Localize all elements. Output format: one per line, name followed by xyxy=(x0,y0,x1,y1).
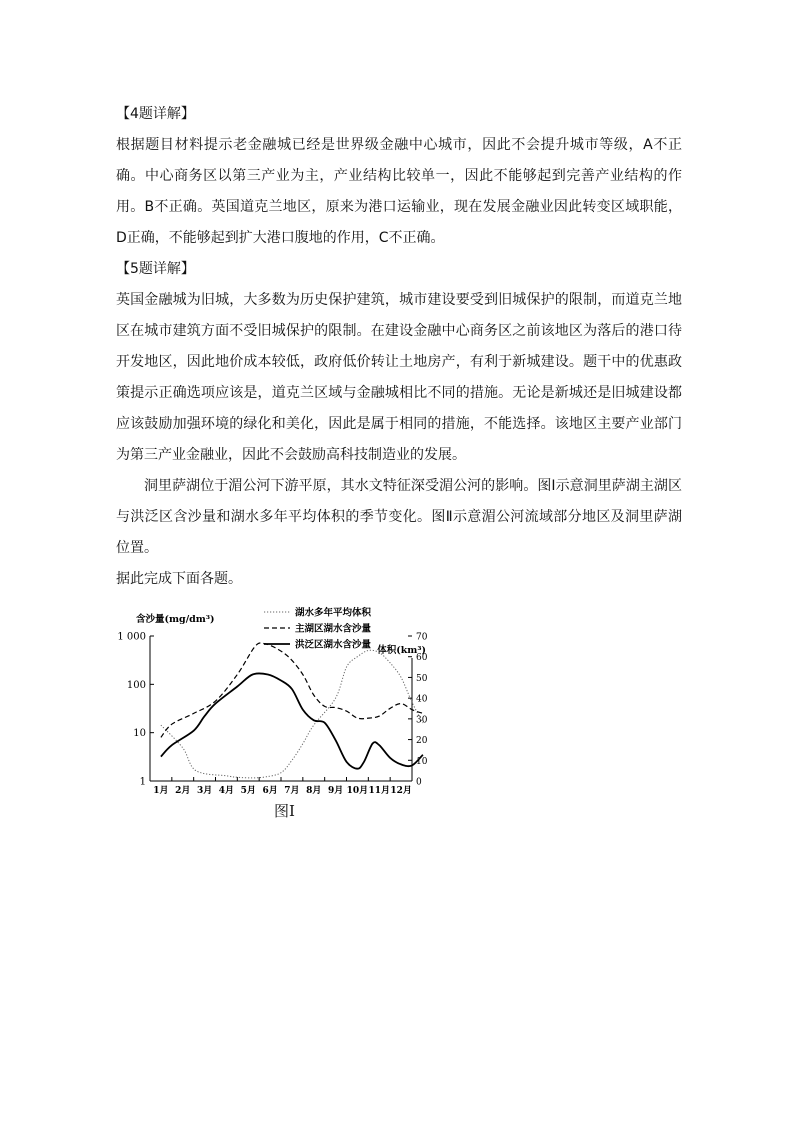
left-tick-label: 10 xyxy=(133,728,146,740)
right-tick-label: 10 xyxy=(416,756,428,767)
x-tick-label: 9月 xyxy=(327,786,344,796)
x-tick-label: 10月 xyxy=(346,786,369,796)
left-tick-label: 1 000 xyxy=(117,631,146,643)
x-tick-label: 6月 xyxy=(262,786,278,796)
right-tick-label: 50 xyxy=(416,673,428,684)
question-instruction: 据此完成下面各题。 xyxy=(116,571,242,587)
legend-label: 主湖区湖水含沙量 xyxy=(295,623,372,635)
left-tick-label: 1 xyxy=(139,776,146,788)
section-5-body: 英国金融城为旧城，大多数为历史保护建筑，城市建设要受到旧城保护的限制，而道克兰地区在城市建筑方面不受旧城保护的限制。在建设金融中心商务区之前该地区为落后的港口待开发地区，因此地价成本较低，政府低价转让土地房产，有利于新城建设。题干中的优惠政策提示正确选项应该是，道克兰区域与金融城相比不同的措施。无论是新城还是旧城建设都应该鼓励加强环境的绿化和美化，因此是属于相同的措施，不能选择。该地区主要产业部门为第三产业金融业，因此不会鼓励高科技制造业的发展。 xyxy=(116,292,682,463)
figure-caption: 图Ⅰ xyxy=(274,802,295,820)
right-tick-label: 40 xyxy=(416,694,428,705)
right-axis-label: 体积(km³) xyxy=(377,645,426,656)
x-tick-label: 2月 xyxy=(175,786,191,796)
section-5-heading: 【5题详解】 xyxy=(116,261,195,277)
legend-label: 湖水多年平均体积 xyxy=(295,607,372,619)
x-tick-label: 5月 xyxy=(240,786,256,796)
section-4-body: 根据题目材料提示老金融城已经是世界级金融中心城市，因此不会提升城市等级，A不正确。中心商务区以第三产业为主，产业结构比较单一，因此不能够起到完善产业结构的作用。B不正确。英国道克兰地区，原来为港口运输业，现在发展金融业因此转变区域职能，D正确，不能够起到扩大港口腹地的作用，C不正确。 xyxy=(116,137,682,246)
volume-series-line xyxy=(161,650,423,778)
sediment-volume-chart xyxy=(112,600,428,800)
left-axis-label: 含沙量(mg/dm³) xyxy=(136,614,215,625)
x-tick-label: 8月 xyxy=(306,786,322,796)
x-tick-label: 1月 xyxy=(153,786,169,796)
x-tick-label: 7月 xyxy=(284,786,300,796)
x-tick-label: 3月 xyxy=(196,786,213,796)
right-tick-label: 20 xyxy=(416,736,428,747)
right-tick-label: 60 xyxy=(416,653,428,664)
right-tick-label: 70 xyxy=(416,632,428,643)
right-tick-label: 30 xyxy=(416,715,428,726)
question-intro: 洞里萨湖位于湄公河下游平原，其水文特征深受湄公河的影响。图Ⅰ示意洞里萨湖主湖区与洪泛区含沙量和湖水多年平均体积的季节变化。图Ⅱ示意湄公河流域部分地区及洞里萨湖位置。 xyxy=(116,478,682,556)
x-tick-label: 12月 xyxy=(390,786,412,796)
right-tick-label: 0 xyxy=(416,777,422,788)
legend-label: 洪泛区湖水含沙量 xyxy=(295,639,372,651)
floodplain-sediment-line xyxy=(161,673,423,768)
section-4-heading: 【4题详解】 xyxy=(116,106,195,122)
x-tick-label: 11月 xyxy=(368,786,391,796)
left-tick-label: 100 xyxy=(126,679,146,691)
x-tick-label: 4月 xyxy=(218,786,235,796)
